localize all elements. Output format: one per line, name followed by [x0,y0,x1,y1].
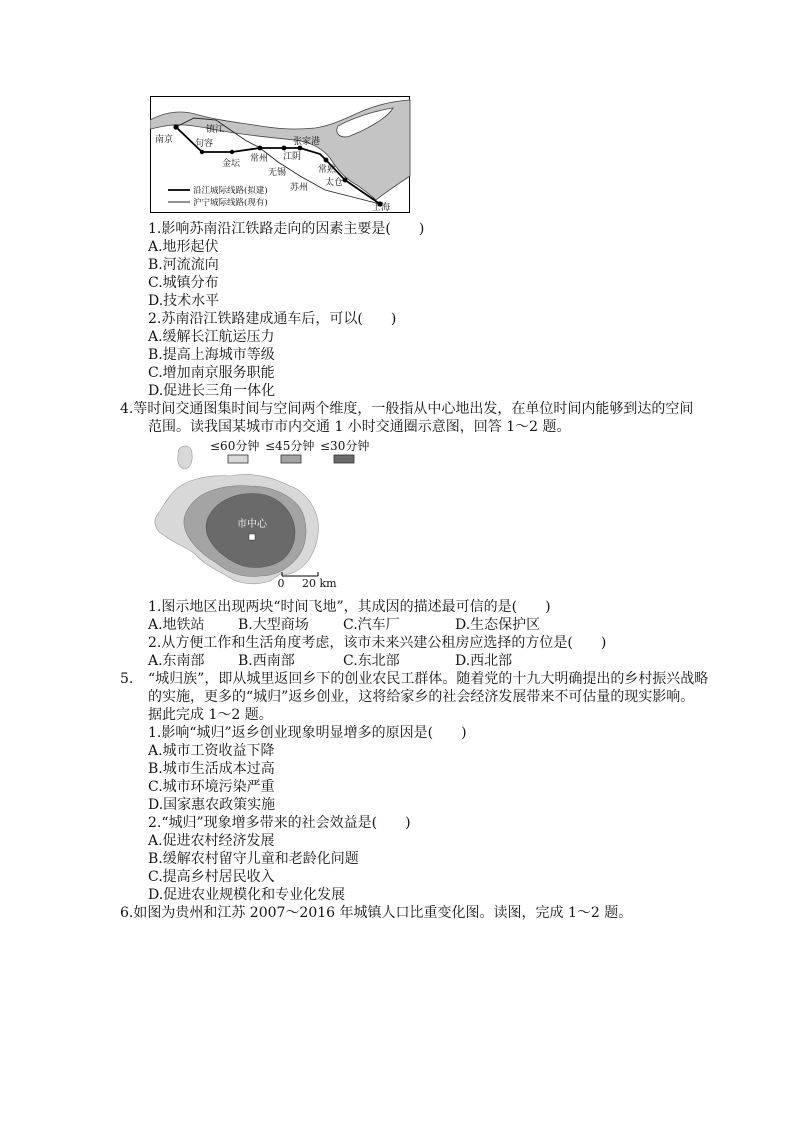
option: B.河流流向 [148,257,219,273]
option: A.缓解长江航运压力 [148,329,275,345]
option: D.生态保护区 [455,617,541,633]
station-dot [173,124,178,129]
option-row [0,652,794,670]
option: C.汽车厂 [343,617,400,633]
question-stem: 1.影响“城归”返乡创业现象明显增多的原因是( ) [148,725,467,741]
option: D.西北部 [455,653,513,669]
city-center-marker [249,534,255,540]
option: B.缓解农村留守儿童和老龄化问题 [148,851,359,867]
city-label-nanjing: 南京 [155,135,174,145]
option: D.技术水平 [148,293,220,309]
city-label-jintan: 金坛 [222,159,241,169]
small-island-60min [178,446,192,469]
legend-60min-label: ≤60分钟 [210,439,260,453]
option: A.东南部 [148,653,205,669]
option: A.地铁站 [148,617,205,633]
option: C.城市环境污染严重 [148,779,275,795]
traffic-circle-map-figure [150,436,372,596]
question-block-1 [0,220,794,436]
question-4-intro-cont: 范围。读我国某城市市内交通 1 小时交通圈示意图，回答 1～2 题。 [148,419,571,435]
city-label-jurong: 句容 [195,139,214,149]
question-5-intro-text: “城归族”，即从城里返回乡下的创业农民工群体。随着党的十九大明确提出的乡村振兴战略 [148,671,709,687]
station-dot [258,146,263,151]
station-dot [230,150,234,154]
question-stem: 2.苏南沿江铁路建成通车后，可以( ) [148,311,397,327]
city-label-taicang: 太仓 [325,178,344,188]
question-5-intro [0,670,794,688]
station-dot [282,146,287,151]
city-label-changzhou: 常州 [250,154,269,164]
station-dot [200,150,204,154]
question-4-intro: 4.等时间交通图集时间与空间两个维度，一般指从中心地出发，在单位时间内能够到达的空间 [120,401,694,417]
question-6-intro: 6.如图为贵州和江苏 2007～2016 年城镇人口比重变化图。读图，完成 1～2 题。 [120,905,633,921]
question-stem: 2.从方便工作和生活角度考虑，该市未来兴建公租房应选择的方位是( ) [148,635,607,651]
legend-45min-label: ≤45分钟 [265,439,315,453]
question-stem: 1.影响苏南沿江铁路走向的因素主要是( ) [148,221,425,237]
city-label-jiangyin: 江阴 [283,152,302,162]
railway-map-figure [150,96,411,214]
city-center-label: 市中心 [237,519,267,530]
option: A.城市工资收益下降 [148,743,275,759]
option: C.东北部 [343,653,400,669]
option: C.增加南京服务职能 [148,365,275,381]
option: B.西南部 [238,653,295,669]
option: B.提高上海城市等级 [148,347,275,363]
question-5-intro-cont: 的实施，更多的“城归”返乡创业，这将给家乡的社会经济发展带来不可估量的现实影响。 [148,689,695,705]
city-label-wuxi: 无锡 [268,168,287,178]
option: D.促进农业规模化和专业化发展 [148,887,346,903]
option: B.城市生活成本过高 [148,761,275,777]
option: A.地形起伏 [148,239,219,255]
scale-start-label: 0 [277,577,285,590]
city-label-zhenjiang: 镇江 [206,125,225,135]
legend-30min-swatch [334,455,354,463]
option: B.大型商场 [238,617,309,633]
station-dot [324,158,329,163]
scale-end-label: 20 km [302,577,337,590]
city-label-zhangjiagang: 张家港 [293,137,321,147]
question-number: 5. [120,671,134,687]
option: C.提高乡村居民收入 [148,869,275,885]
legend-60min-swatch [228,455,248,463]
legend-planned-label: 沿江城际线路(拟建) [193,186,268,196]
option: C.城镇分布 [148,275,219,291]
legend-30min-label: ≤30分钟 [320,439,370,453]
question-stem: 1.图示地区出现两块“时间飞地”，其成因的描述最可信的是( ) [148,599,551,615]
option: A.促进农村经济发展 [148,833,275,849]
question-5-intro-cont: 据此完成 1～2 题。 [148,707,273,723]
option: D.国家惠农政策实施 [148,797,276,813]
city-label-suzhou: 苏州 [290,183,309,193]
option: D.促进长三角一体化 [148,383,276,399]
question-block-2 [0,598,794,922]
option-row [0,616,794,634]
station-dot [343,178,348,183]
city-label-changshu: 常熟 [318,165,337,175]
legend-45min-swatch [281,455,301,463]
question-stem: 2.“城归”现象增多带来的社会效益是( ) [148,815,411,831]
city-label-shanghai: 上海 [372,203,391,213]
legend-existing-label: 沪宁城际线路(现有) [193,198,268,208]
